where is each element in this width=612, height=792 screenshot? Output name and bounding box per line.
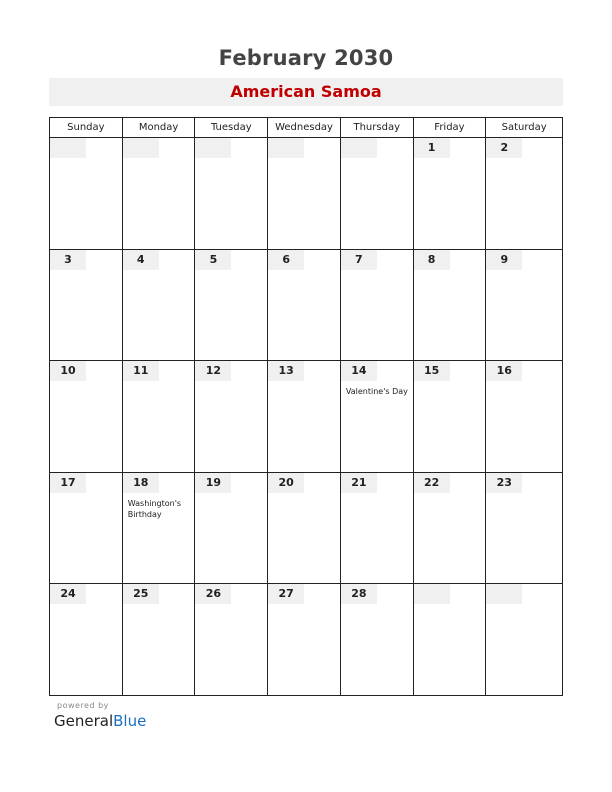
weekday-header-thursday: Thursday [341,118,414,137]
day-number: 12 [195,361,231,381]
day-cell[interactable] [123,361,196,472]
day-cell[interactable] [123,584,196,696]
day-number: 9 [486,250,522,270]
day-number: 10 [50,361,86,381]
day-number: 15 [414,361,450,381]
day-cell[interactable] [50,138,123,249]
weekday-header-tuesday: Tuesday [195,118,268,137]
day-cell[interactable] [486,584,562,696]
region-banner [49,78,563,106]
weekday-header-monday: Monday [123,118,196,137]
day-number: 8 [414,250,450,270]
day-number: 16 [486,361,522,381]
holiday-event: Washington's Birthday [127,498,182,519]
region-label: American Samoa [230,82,382,101]
day-number: 2 [486,138,522,158]
day-cell[interactable] [414,584,487,696]
day-cell[interactable] [486,361,562,472]
day-number: 1 [414,138,450,158]
day-cell[interactable] [414,361,487,472]
day-cell[interactable] [414,473,487,584]
day-cell[interactable] [123,250,196,361]
day-cell[interactable] [50,250,123,361]
day-number: 7 [341,250,377,270]
day-cell[interactable] [341,250,414,361]
day-cell[interactable] [50,473,123,584]
day-number [195,138,231,158]
week-row [50,473,562,585]
weekday-header-friday: Friday [414,118,487,137]
day-cell[interactable] [268,138,341,249]
day-number: 21 [341,473,377,493]
day-number: 27 [268,584,304,604]
day-cell[interactable] [50,584,123,696]
day-cell[interactable] [486,473,562,584]
day-number: 4 [123,250,159,270]
day-number: 17 [50,473,86,493]
day-cell[interactable] [268,584,341,696]
holiday-event: Valentine's Day [345,387,408,396]
day-number: 18 [123,473,159,493]
day-cell[interactable] [195,138,268,249]
day-number [414,584,450,604]
calendar-grid [49,117,563,696]
day-number: 26 [195,584,231,604]
day-cell[interactable] [123,138,196,249]
day-cell[interactable] [414,250,487,361]
day-number [486,584,522,604]
day-cell[interactable] [268,473,341,584]
day-number: 11 [123,361,159,381]
day-cell[interactable] [341,138,414,249]
day-number: 24 [50,584,86,604]
calendar-weeks [50,138,562,696]
day-cell[interactable] [341,361,414,472]
weekday-header-wednesday: Wednesday [268,118,341,137]
day-cell[interactable] [50,361,123,472]
day-number [341,138,377,158]
day-number: 25 [123,584,159,604]
day-number: 13 [268,361,304,381]
day-number [123,138,159,158]
page-title: February 2030 [218,46,394,70]
week-row [50,361,562,473]
week-row [50,584,562,696]
day-number: 28 [341,584,377,604]
week-row [50,138,562,250]
day-number: 6 [268,250,304,270]
day-number [50,138,86,158]
day-cell[interactable] [486,138,562,249]
brand-general-text: General [54,712,114,730]
day-number [268,138,304,158]
day-number: 14 [341,361,377,381]
weekday-header-saturday: Saturday [501,122,547,133]
day-cell[interactable] [123,473,196,584]
day-cell[interactable] [195,584,268,696]
powered-by-text: powered by [57,701,109,710]
brand-blue-text: Blue [113,712,147,730]
day-cell[interactable] [341,584,414,696]
day-number: 19 [195,473,231,493]
day-cell[interactable] [195,361,268,472]
day-number: 23 [486,473,522,493]
day-number: 3 [50,250,86,270]
day-cell[interactable] [414,138,487,249]
day-number: 5 [195,250,231,270]
weekday-header-row [50,118,562,138]
day-cell[interactable] [195,473,268,584]
day-cell[interactable] [341,473,414,584]
day-cell[interactable] [268,250,341,361]
day-number: 20 [268,473,304,493]
day-cell[interactable] [486,250,562,361]
weekday-header-sunday: Sunday [50,118,123,137]
day-cell[interactable] [195,250,268,361]
week-row [50,250,562,362]
brand-logo[interactable] [54,712,146,730]
day-cell[interactable] [268,361,341,472]
day-number: 22 [414,473,450,493]
